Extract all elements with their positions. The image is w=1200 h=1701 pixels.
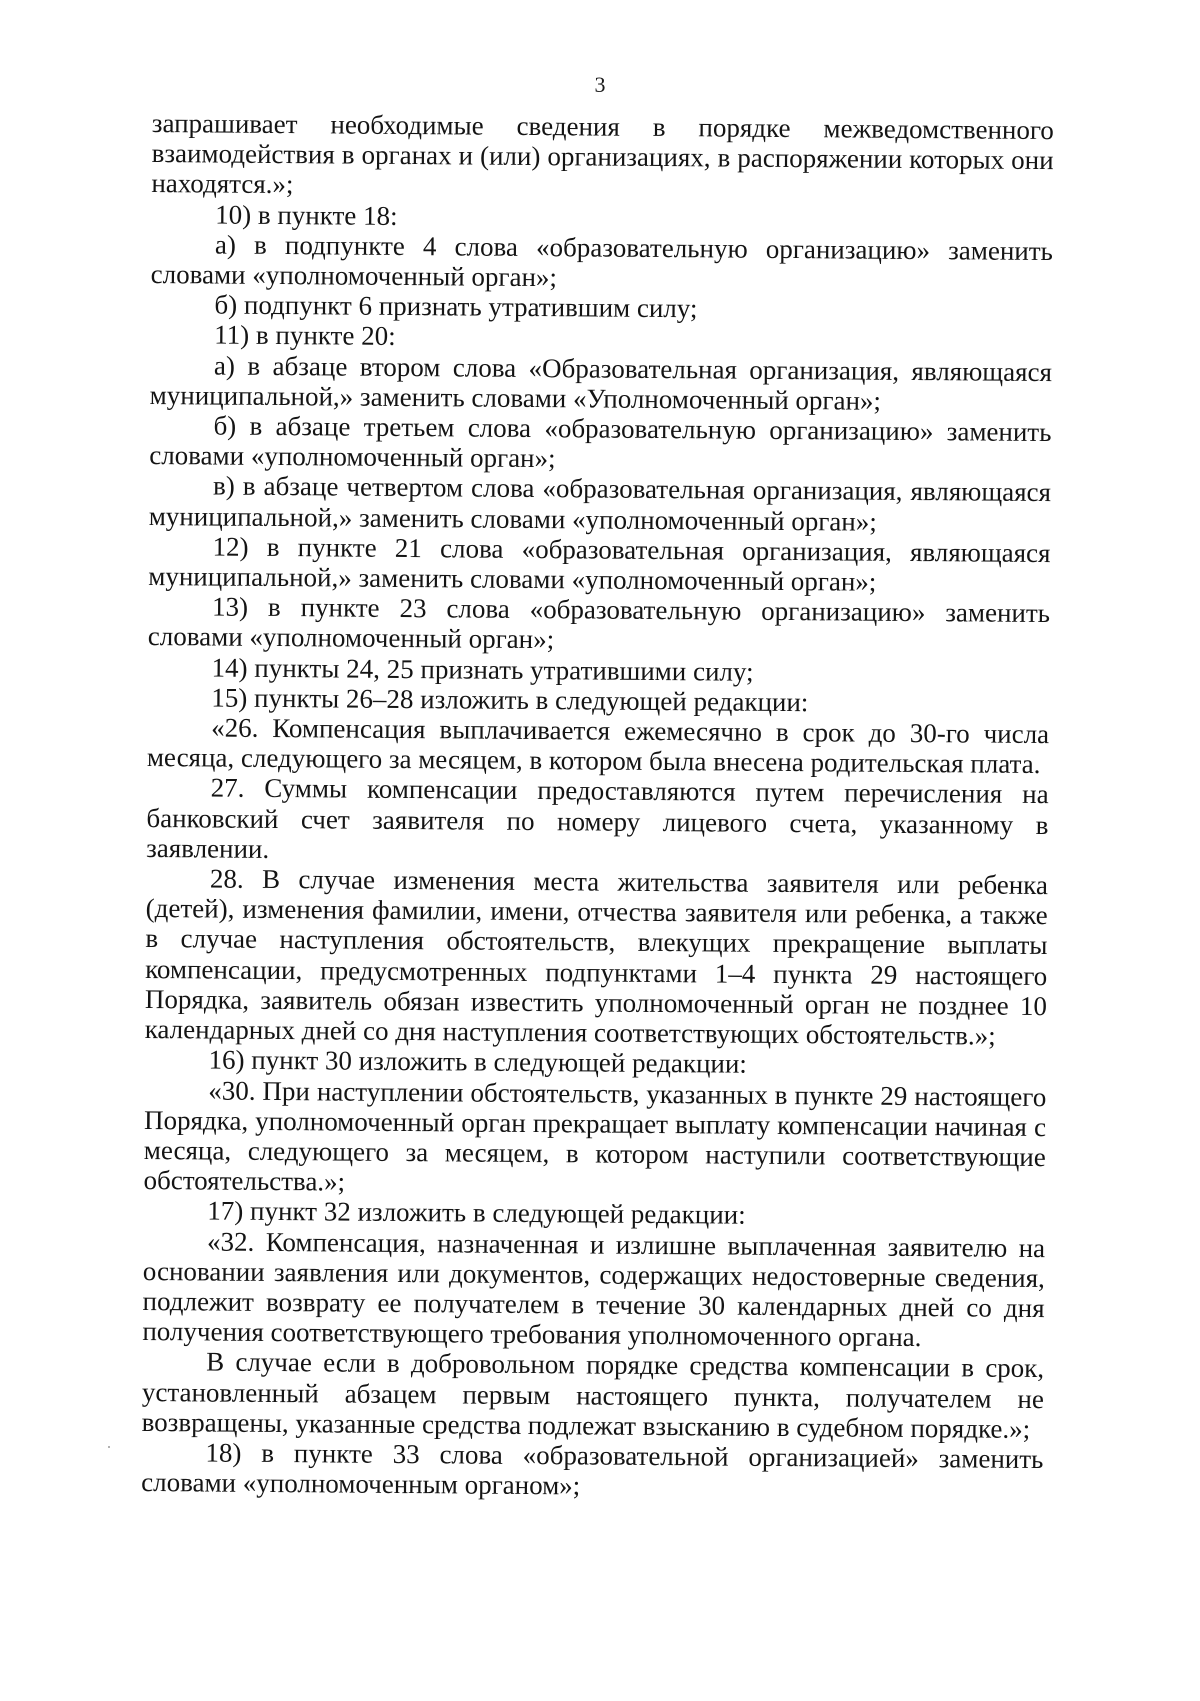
paragraph-item-11: 11) в пункте 20: [214,319,396,352]
paragraph-item-10b: б) подпункт 6 признать утратившим силу; [214,289,698,324]
paragraph-item-18: 18) в пункте 33 слова «образовательной организацией» заменить словами «уполномоченным органом»; [141,1437,1044,1501]
paragraph-clause-27: 27. Суммы компенсации предоставляются путем перечисления на банковский счет заявителя по номеру лицевого счета, указанному в заявлении. [146,772,1049,864]
paragraph-continuation: запрашивает необходимые сведения в порядке межведомственного взаимодействия в органах и (или) организациях, в распоряжении которых они находятся.»; [151,108,1054,200]
paragraph-item-11b: б) в абзаце третьем слова «образовательную организацию» заменить словами «уполномоченный орган»; [149,410,1052,474]
paragraph-item-11c: в) в абзаце четвертом слова «образовательная организация, являющаяся муниципальной,» заменить словами «уполномоченный орган»; [148,470,1052,537]
paragraph-item-16: 16) пункт 30 изложить в следующей редакции: [208,1044,748,1079]
paragraph-item-12: 12) в пункте 21 слова «образовательная организация, являющаяся муниципальной,» заменить словами «уполномоченный орган»; [148,531,1051,597]
page-number: 3 [594,72,606,97]
paragraph-item-13: 13) в пункте 23 слова «образовательную организацию» заменить словами «уполномоченный орган»; [147,591,1051,655]
paragraph-clause-32-part2: В случае если в добровольном порядке средства компенсации в срок, установленный абзацем первым настоящего пункта, получателем не возвращены, указанные средства подлежат взысканию в судебном порядке.»; [141,1346,1045,1444]
paragraph-clause-30: «30. При наступлении обстоятельств, указанных в пункте 29 настоящего Порядка, уполномоченный орган прекращает выплату компенсации начиная с месяца, следующего за месяцем, в котором наступили соответствующие обстоятельства.»; [143,1074,1047,1197]
paragraph-item-17: 17) пункт 32 изложить в следующей редакции: [207,1195,746,1231]
paragraph-item-14: 14) пункты 24, 25 признать утратившими силу; [211,652,754,687]
scan-dot [108,1446,110,1448]
paragraph-item-15: 15) пункты 26–28 изложить в следующей редакции: [211,682,809,718]
paragraph-clause-26: «26. Компенсация выплачивается ежемесячно в срок до 30-го числа месяца, следующего за месяцем, в котором была внесена родительская плата. [146,712,1050,780]
document-body [141,108,1054,1504]
paragraph-item-10: 10) в пункте 18: [215,199,398,231]
paragraph-item-11a: а) в абзаце втором слова «Образовательная организация, являющаяся муниципальной,» заменить словами «Уполномоченный орган»; [149,350,1053,416]
paragraph-clause-32: «32. Компенсация, назначенная и излишне выплаченная заявителю на основании заявления или документов, содержащих недостоверные сведения, подлежит возврату ее получателем в течение 30 календарных дней со дня получения соответствующего требования уполномоченного органа. [142,1225,1046,1353]
paragraph-item-10a: а) в подпункте 4 слова «образовательную организацию» заменить словами «уполномоченный орган»; [150,229,1054,293]
paragraph-clause-28: 28. В случае изменения места жительства заявителя или ребенка (детей), изменения фамилии, имени, отчества заявителя или ребенка, а также в случае наступления обстоятельств, влекущих прекращение выплаты компенсации, предусмотренных подпунктами 1–4 пункта 29 настоящего Порядка, заявитель обязан известить уполномоченный орган не позднее 10 календарных дней со дня наступления соответствующих обстоятельств.»; [144,863,1049,1051]
